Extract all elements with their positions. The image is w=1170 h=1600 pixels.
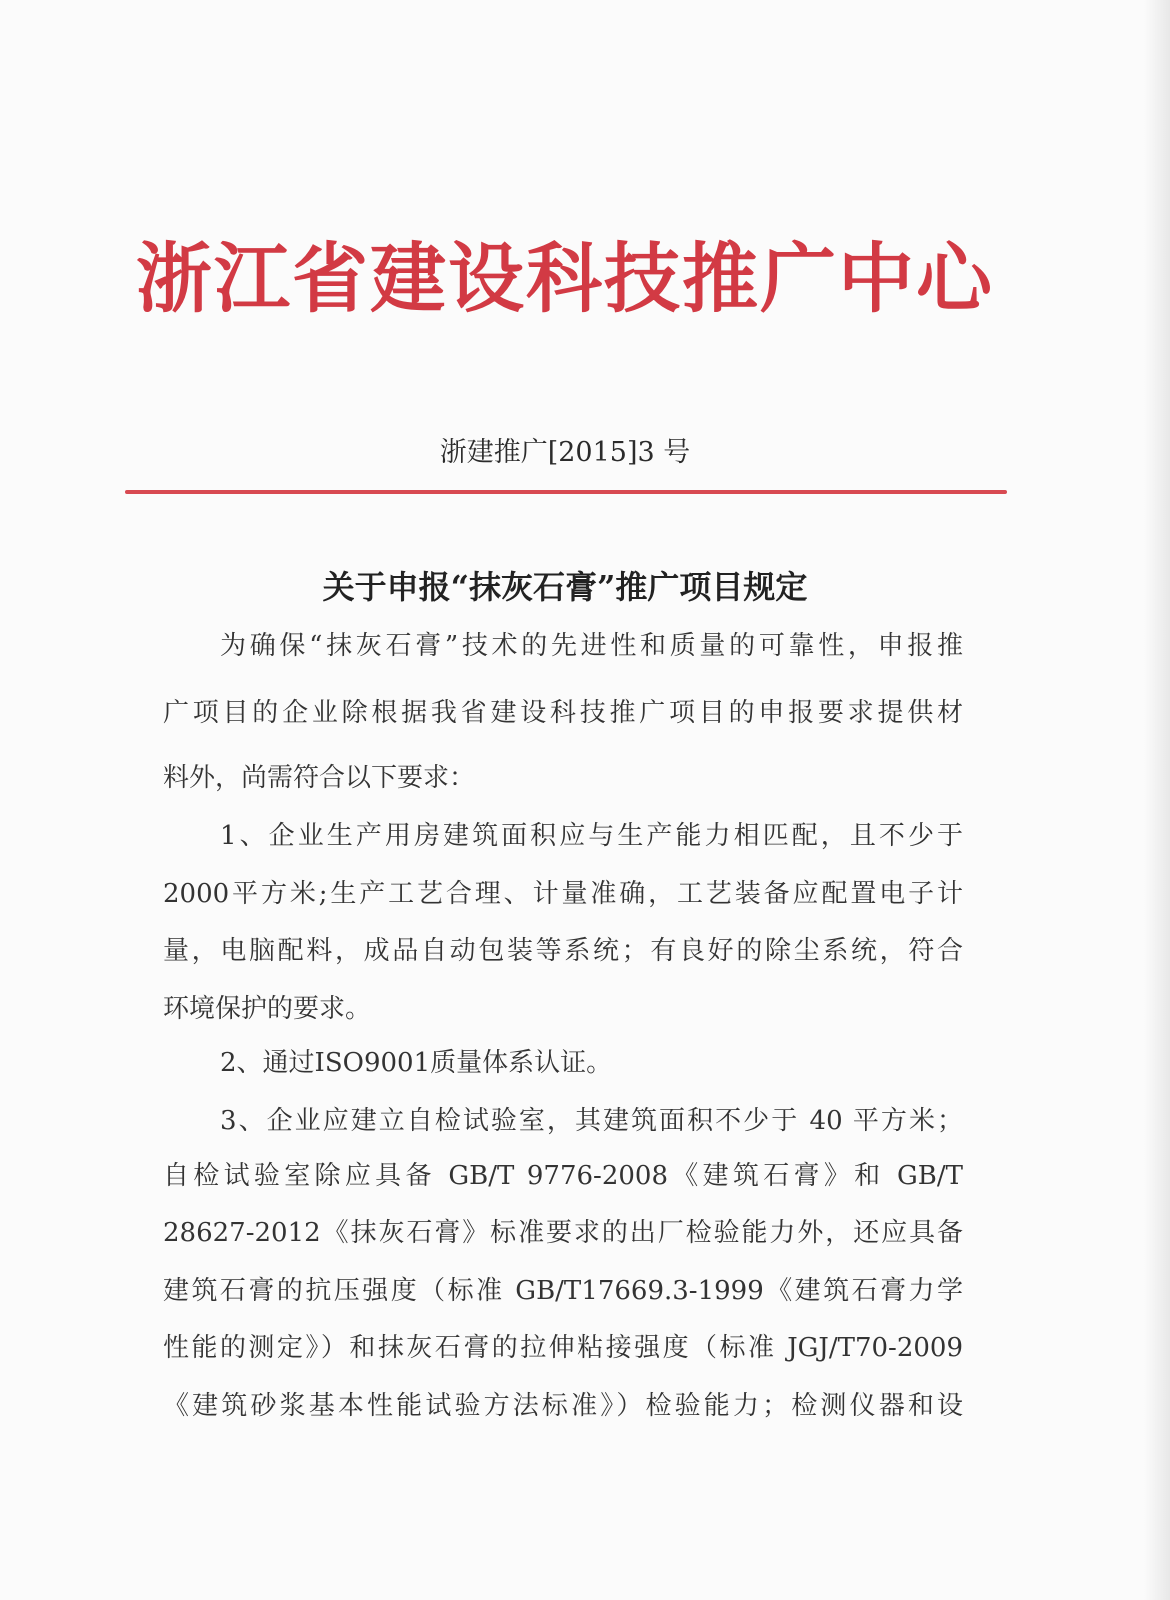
body-line-5: 2000平方米;生产工艺合理、计量准确，工艺装备应配置电子计 (163, 879, 963, 909)
document-number: 浙建推广[2015]3 号 (439, 437, 691, 468)
letterhead-divider (125, 490, 1007, 494)
body-line-8: 2、通过ISO9001质量体系认证。 (220, 1048, 613, 1078)
body-line-2: 广项目的企业除根据我省建设科技推广项目的申报要求提供材 (163, 698, 963, 728)
body-line-13: 性能的测定》）和抹灰石膏的拉伸粘接强度（标准 JGJ/T70-2009 (163, 1333, 963, 1363)
body-line-1: 为确保“抹灰石膏”技术的先进性和质量的可靠性，申报推 (220, 631, 963, 661)
page-edge-shadow (1144, 0, 1170, 1600)
body-line-12: 建筑石膏的抗压强度（标准 GB/T17669.3-1999《建筑石膏力学 (163, 1276, 963, 1306)
body-line-7: 环境保护的要求。 (163, 994, 372, 1024)
body-line-9: 3、企业应建立自检试验室，其建筑面积不少于 40 平方米； (220, 1106, 963, 1136)
document-title: 关于申报“抹灰石膏”推广项目规定 (322, 568, 808, 606)
body-line-11: 28627-2012《抹灰石膏》标准要求的出厂检验能力外，还应具备 (163, 1218, 963, 1248)
body-line-10: 自检试验室除应具备 GB/T 9776-2008《建筑石膏》和 GB/T (163, 1161, 963, 1191)
body-line-14: 《建筑砂浆基本性能试验方法标准》）检验能力；检测仪器和设 (163, 1391, 963, 1421)
body-line-6: 量，电脑配料，成品自动包装等系统；有良好的除尘系统，符合 (163, 936, 963, 966)
body-line-3: 料外，尚需符合以下要求： (163, 763, 476, 793)
body-line-4: 1、企业生产用房建筑面积应与生产能力相匹配，且不少于 (220, 821, 963, 851)
organization-letterhead: 浙江省建设科技推广中心 (136, 234, 994, 323)
